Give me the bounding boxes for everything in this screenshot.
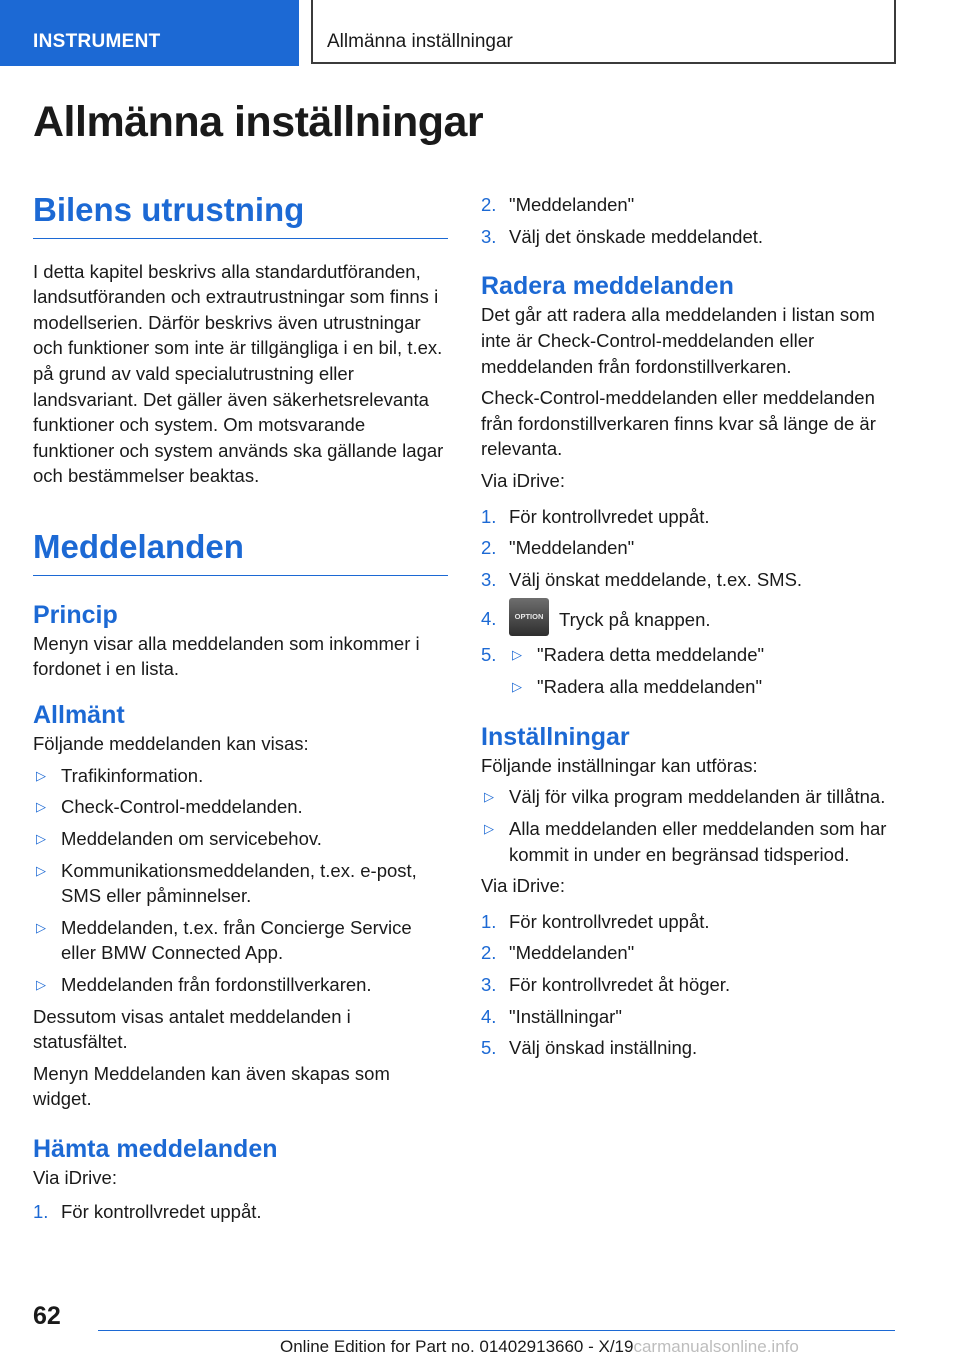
list-item: ▷ Meddelanden, t.ex. från Concierge Service eller BMW Connected App. bbox=[36, 916, 412, 964]
triangle-bullet-icon: ▷ bbox=[36, 831, 46, 846]
triangle-bullet-icon: ▷ bbox=[36, 767, 46, 783]
bilens-text: I detta kapitel beskrivs alla standardutföranden, landsutföranden och extrautrustningar som finns i modellserien. Därför beskrivs även utrustningar och funktioner som inte är tillgängliga i en bil, t.ex. på grund av vald specialutrustning eller landsvariant. Det gäller även säkerhetsrelevanta funktioner och system. Om motsvarande funktioner och system används ska gällande lagar och bestämmelser beaktas. bbox=[33, 260, 444, 487]
footer-edition: Online Edition for Part no. 01402913660 - X/19 bbox=[280, 1337, 634, 1356]
allmant-text-widget: Menyn Meddelanden kan även skapas som widget. bbox=[33, 1062, 390, 1110]
heading-meddelanden: Meddelanden bbox=[33, 527, 448, 576]
installningar-intro: Följande inställningar kan utföras: bbox=[481, 754, 758, 776]
page-number: 62 bbox=[33, 1302, 61, 1330]
step-item: 4. "Inställningar" bbox=[481, 1004, 896, 1030]
step-number: 3. bbox=[481, 225, 497, 247]
heading-installningar: Inställningar bbox=[481, 722, 630, 751]
footer-divider bbox=[98, 1330, 895, 1331]
list-item: ▷ "Radera detta meddelande" bbox=[509, 642, 896, 668]
heading-radera-meddelanden: Radera meddelanden bbox=[481, 272, 734, 301]
page-header bbox=[0, 0, 960, 66]
step-number: 2. bbox=[481, 194, 497, 215]
radera-text1: Det går att radera alla meddelanden i listan som inte är Check-Control-meddelanden eller meddelanden från fordonstillverkaren. bbox=[481, 304, 875, 377]
installningar-via: Via iDrive: bbox=[481, 875, 565, 897]
list-item: ▷ Check-Control-meddelanden. bbox=[33, 794, 448, 820]
list-item: ▷ Meddelanden om servicebehov. bbox=[33, 826, 448, 852]
hamta-steps-right bbox=[481, 192, 896, 249]
triangle-bullet-icon: ▷ bbox=[36, 799, 46, 815]
step-number: 1. bbox=[481, 910, 497, 932]
step-number: 3. bbox=[481, 973, 497, 995]
triangle-bullet-icon: ▷ bbox=[36, 919, 46, 935]
allmant-intro: Följande meddelanden kan visas: bbox=[33, 733, 309, 755]
installningar-list bbox=[481, 784, 896, 867]
triangle-bullet-icon: ▷ bbox=[512, 647, 522, 663]
step-item: 1. För kontrollvredet uppåt. bbox=[33, 1199, 448, 1225]
triangle-bullet-icon: ▷ bbox=[484, 789, 494, 805]
heading-bilens-utrustning: Bilens utrustning bbox=[33, 190, 448, 239]
step-item: 4. OPTION Tryck på knappen. bbox=[481, 606, 896, 636]
hamta-via: Via iDrive: bbox=[33, 1167, 117, 1189]
step-number: 5. bbox=[481, 1037, 497, 1059]
right-column bbox=[481, 192, 896, 1061]
step-number: 1. bbox=[33, 1200, 49, 1222]
list-item: ▷ Välj för vilka program meddelanden är tillåtna. bbox=[481, 784, 896, 810]
step-item: 2. "Meddelanden" bbox=[481, 535, 896, 561]
heading-allmant: Allmänt bbox=[33, 700, 125, 729]
option-button-icon: OPTION bbox=[509, 598, 549, 636]
princip-text: Menyn visar alla meddelanden som inkommer i fordonet i en lista. bbox=[33, 632, 420, 680]
radera-sub-list bbox=[509, 642, 896, 699]
step-number: 1. bbox=[481, 505, 497, 527]
triangle-bullet-icon: ▷ bbox=[484, 821, 494, 836]
section-tab: INSTRUMENT bbox=[0, 0, 299, 66]
left-column bbox=[33, 190, 448, 1224]
radera-text2: Check-Control-meddelanden eller meddelanden från fordonstillverkaren finns kvar så länge de är relevanta. bbox=[481, 387, 876, 460]
heading-hamta-meddelanden: Hämta meddelanden bbox=[33, 1134, 278, 1163]
step-number: 2. bbox=[481, 537, 497, 559]
list-item: ▷ Trafikinformation. bbox=[33, 763, 448, 789]
step-item: 3. Välj det önskade meddelandet. bbox=[481, 224, 896, 250]
step-number: 3. bbox=[481, 568, 497, 590]
step-item: 3. Välj önskat meddelande, t.ex. SMS. bbox=[481, 567, 896, 593]
radera-steps bbox=[481, 504, 896, 700]
step-item: 1. För kontrollvredet uppåt. bbox=[481, 504, 896, 530]
step-number: 2. bbox=[481, 942, 497, 964]
step-item: 3. För kontrollvredet åt höger. bbox=[481, 972, 896, 998]
radera-via: Via iDrive: bbox=[481, 470, 565, 491]
hamta-steps-left bbox=[33, 1199, 448, 1225]
step-item: 1. För kontrollvredet uppåt. bbox=[481, 909, 896, 935]
step-item: 5. Välj önskad inställning. bbox=[481, 1035, 896, 1061]
heading-princip: Princip bbox=[33, 600, 118, 629]
step-item: 2. "Meddelanden" bbox=[481, 192, 896, 218]
message-types-list bbox=[33, 763, 448, 998]
step-number: 5. bbox=[481, 644, 497, 666]
chapter-title: Allmänna inställningar bbox=[311, 0, 896, 64]
step-number: 4. bbox=[481, 1005, 497, 1027]
step-item bbox=[481, 642, 896, 699]
step-number: 4. bbox=[481, 608, 497, 630]
installningar-steps bbox=[481, 909, 896, 1061]
list-item: ▷ "Radera alla meddelanden" bbox=[509, 674, 896, 700]
footer-watermark: carmanualsonline.info bbox=[633, 1337, 799, 1356]
allmant-text-statusfalt: Dessutom visas antalet meddelanden i statusfältet. bbox=[33, 1005, 351, 1053]
triangle-bullet-icon: ▷ bbox=[36, 976, 46, 992]
footer-edition-line bbox=[280, 1337, 799, 1357]
triangle-bullet-icon: ▷ bbox=[36, 862, 46, 878]
list-item: ▷ Alla meddelanden eller meddelanden som har kommit in under en begränsad tidsperiod. bbox=[484, 818, 887, 865]
list-item: ▷ Meddelanden från fordonstillverkaren. bbox=[33, 972, 448, 998]
triangle-bullet-icon: ▷ bbox=[512, 678, 522, 694]
step-item: 2. "Meddelanden" bbox=[481, 940, 896, 966]
list-item: ▷ Kommunikationsmeddelanden, t.ex. e-post, SMS eller påminnelser. bbox=[36, 859, 417, 907]
page-title: Allmänna inställningar bbox=[33, 98, 484, 146]
